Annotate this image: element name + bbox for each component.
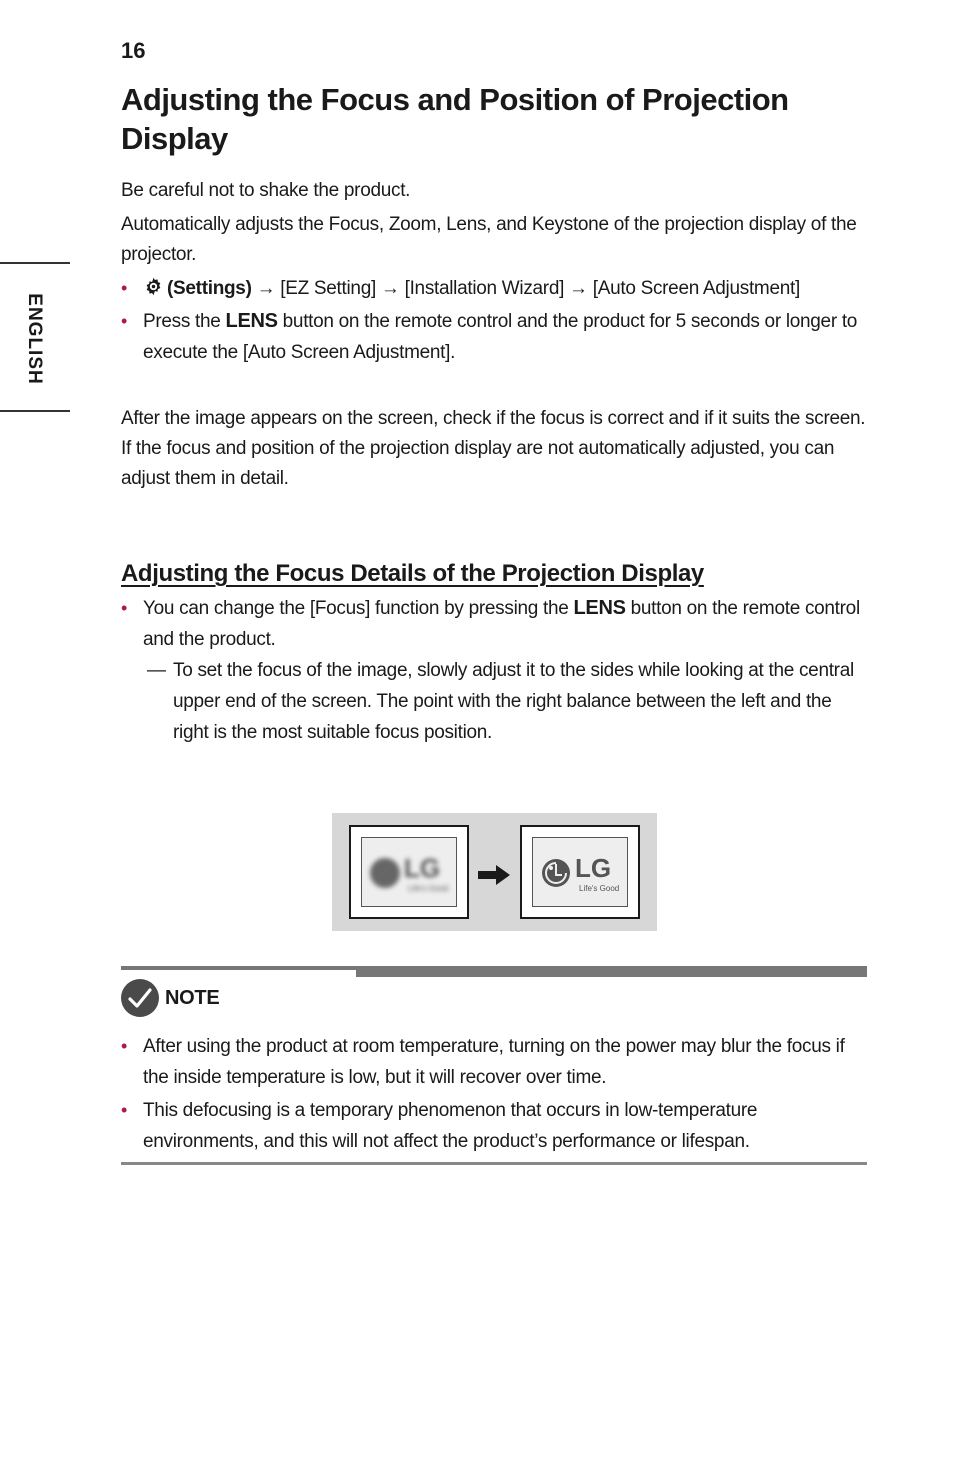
dash-marker: — <box>147 660 166 681</box>
settings-label: (Settings) <box>167 278 252 299</box>
focus-steps <box>121 593 867 748</box>
logo-text: LG <box>404 853 441 883</box>
gear-icon <box>143 276 164 297</box>
caution-paragraph: Be careful not to shake the product. <box>121 180 411 201</box>
note-item-text: This defocusing is a temporary phenomenon that occurs in low-temperature environments, and this will not affect the product’s performance or lifespan. <box>143 1100 758 1152</box>
page-number: 16 <box>121 38 146 63</box>
main-content <box>121 80 867 750</box>
list-item <box>121 1031 867 1093</box>
focus-illustration <box>332 813 657 931</box>
lg-logo-icon <box>370 852 460 896</box>
auto-adjust-paragraph: Automatically adjusts the Focus, Zoom, Lens, and Keystone of the projection display of the projector. <box>121 214 857 265</box>
text-fragment: You can change the [Focus] function by pressing the <box>143 598 574 619</box>
note-top-rule <box>121 966 867 978</box>
sub-list-item <box>143 655 867 748</box>
side-tab-label: ENGLISH <box>24 293 45 385</box>
page-title: Adjusting the Focus and Position of Projection Display <box>121 82 789 156</box>
list-item <box>121 306 867 368</box>
language-side-tab <box>0 262 70 412</box>
note-header <box>121 978 219 1018</box>
bullet-icon: • <box>121 598 128 618</box>
logo-tagline: Life's Good <box>408 884 449 893</box>
note-bottom-rule <box>121 1162 867 1165</box>
list-item <box>121 1095 867 1157</box>
note-list <box>121 1028 867 1159</box>
sub-item-text: To set the focus of the image, slowly adjust it to the sides while looking at the central upper end of the screen. The point with the right balance between the left and the right is the most suitable focus position. <box>173 660 854 743</box>
note-label: NOTE <box>165 986 220 1009</box>
bullet-icon: • <box>121 1036 128 1056</box>
menu-path: → [EZ Setting] → [Installation Wizard] → [Auto Screen Adjustment] <box>251 278 800 299</box>
lens-key-label: LENS <box>573 597 626 619</box>
after-image-paragraph: After the image appears on the screen, check if the focus is correct and if it suits the screen. If the focus and position of the projection display are not automatically adjusted, you can adjust them in detail. <box>121 408 866 489</box>
bullet-icon: • <box>121 311 128 331</box>
text-fragment: button on the remote control and the product. <box>143 598 860 650</box>
bullet-icon: • <box>121 278 128 298</box>
blurred-screen <box>349 825 469 919</box>
lens-key-label: LENS <box>225 310 278 332</box>
list-item <box>121 593 867 748</box>
section-heading: Adjusting the Focus Details of the Projection Display <box>121 560 704 587</box>
logo-text: LG <box>575 853 612 883</box>
note-item-text: After using the product at room temperature, turning on the power may blur the focus if the inside temperature is low, but it will recover over time. <box>143 1036 845 1088</box>
focused-screen <box>520 825 640 919</box>
logo-tagline: Life's Good <box>579 884 620 893</box>
checkmark-icon <box>121 979 159 1017</box>
text-fragment: button on the remote control and the product for 5 seconds or longer to execute the [Auto Screen Adjustment]. <box>143 311 858 363</box>
arrow-right-icon <box>478 865 510 885</box>
lg-logo-icon <box>541 852 631 896</box>
list-item <box>121 273 867 304</box>
text-fragment: Press the <box>143 311 226 332</box>
bullet-icon: • <box>121 1100 128 1120</box>
auto-adjust-steps <box>121 273 867 368</box>
